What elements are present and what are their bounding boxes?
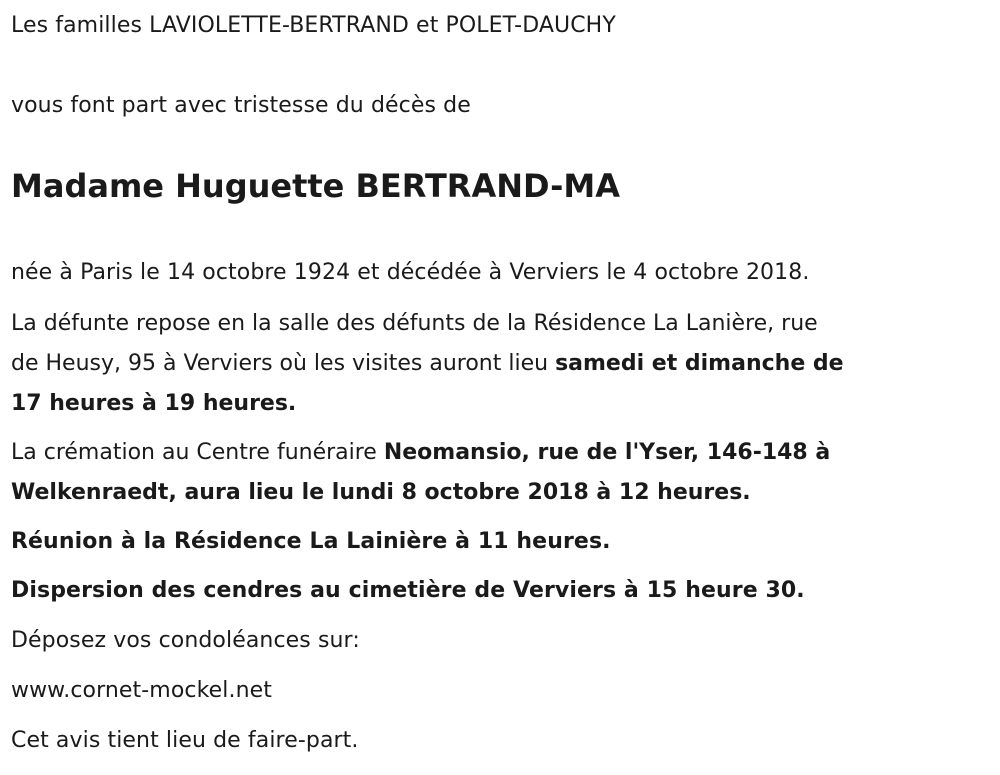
repose-line-1: La défunte repose en la salle des défunts de la Résidence La Lanière, rue [11, 311, 818, 336]
cremation-line-1-regular: La crémation au Centre funéraire [11, 440, 384, 465]
repose-visit-hours: 17 heures à 19 heures. [11, 391, 297, 416]
repose-visit-days: samedi et dimanche de [555, 351, 844, 376]
cremation-line-2: Welkenraedt, aura lieu le lundi 8 octobre 2018 à 12 heures. [11, 480, 751, 505]
families-line: Les familles LAVIOLETTE-BERTRAND et POLET-DAUCHY [11, 13, 616, 38]
repose-line-2 [11, 344, 844, 384]
condolences-label: Déposez vos condoléances sur: [11, 628, 360, 653]
announcement-line: vous font part avec tristesse du décès de [11, 93, 471, 118]
deceased-name: Madame Huguette BERTRAND-MA [11, 167, 621, 205]
repose-line-2-regular: de Heusy, 95 à Verviers où les visites auront lieu [11, 351, 556, 376]
dispersion-line: Dispersion des cendres au cimetière de Verviers à 15 heure 30. [11, 578, 805, 603]
closing-line: Cet avis tient lieu de faire-part. [11, 728, 359, 753]
condolences-website: www.cornet-mockel.net [11, 678, 272, 703]
cremation-location: Neomansio, rue de l'Yser, 146-148 à [383, 440, 831, 465]
meeting-line: Réunion à la Résidence La Lainière à 11 heures. [11, 529, 611, 554]
birth-death-line: née à Paris le 14 octobre 1924 et décédée à Verviers le 4 octobre 2018. [11, 260, 810, 285]
cremation-paragraph [11, 433, 830, 513]
cremation-line-1 [11, 433, 830, 473]
repose-paragraph [11, 304, 844, 424]
